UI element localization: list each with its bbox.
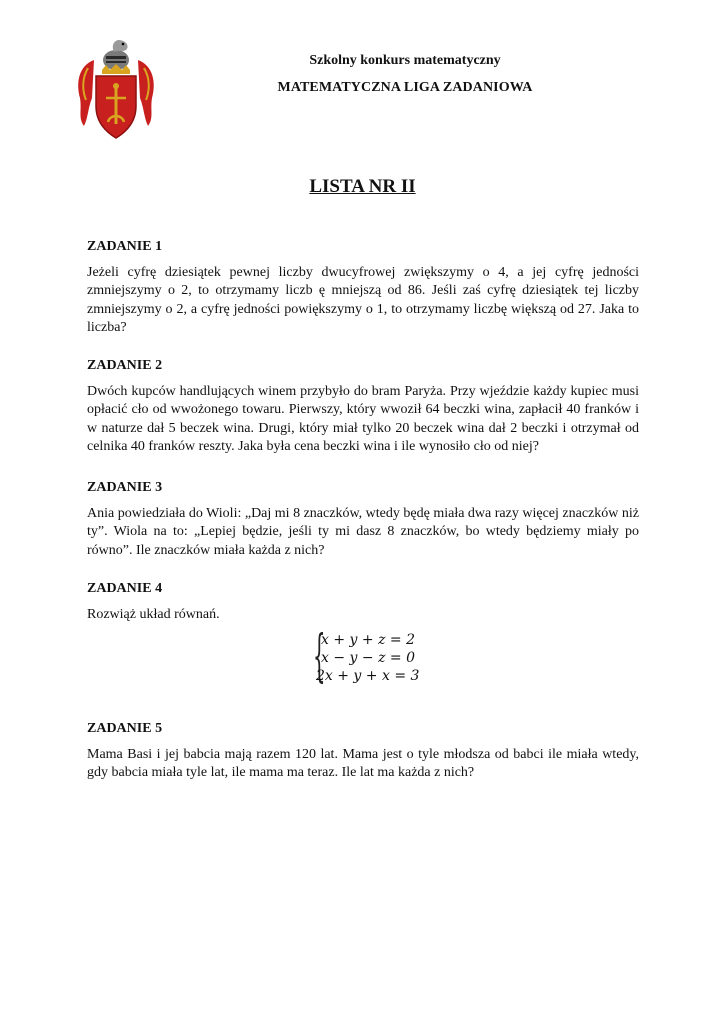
equation: 2x + y + x = 3 <box>316 668 420 684</box>
task-text: Jeżeli cyfrę dziesiątek pewnej liczby dwucyfrowej zwiększymy o 4, a jej cyfrę jedności zmniejszymy o 2, to otrzymamy liczb ę mniejszą od 86. Jeśli zaś cyfrę dziesiątek tej liczby zmniejszymy o 2, a cyfrę jedności powiększymy o 1, to otrzymamy liczbę większą od 27. Jaka to liczba? <box>87 265 639 335</box>
task-1 <box>87 238 639 337</box>
task-title: ZADANIE 3 <box>87 480 163 495</box>
task-5 <box>87 720 639 783</box>
left-brace-icon: { <box>313 624 326 689</box>
task-title: ZADANIE 1 <box>87 239 163 254</box>
task-title: ZADANIE 4 <box>87 581 163 596</box>
league-name: MATEMATYCZNA LIGA ZADANIOWA <box>277 80 533 95</box>
equation: x − y − z = 0 <box>321 650 415 666</box>
document-header <box>230 52 580 96</box>
school-coat-of-arms-icon <box>74 38 158 142</box>
task-text: Dwóch kupców handlujących winem przybyło do bram Paryża. Przy wjeździe każdy kupiec musi opłacić cło od wwożonego towaru. Pierwszy, który wwoził 64 beczki wina, zapłacił 40 franków i w naturze dał 5 beczek wina. Drugi, który miał tylko 20 beczek wina dał 2 beczki i otrzymał od celnika 40 franków reszty. Jaka była cena beczki wina i ile wynosiło cło od niej? <box>87 384 639 454</box>
task-text: Rozwiąż układ równań. <box>87 607 220 622</box>
list-title: LISTA NR II <box>309 176 416 197</box>
task-4 <box>87 580 639 624</box>
task-3 <box>87 479 639 560</box>
task-2 <box>87 357 639 456</box>
task-title: ZADANIE 2 <box>87 358 163 373</box>
school-name: Szkolny konkurs matematyczny <box>309 53 501 68</box>
task-title: ZADANIE 5 <box>87 721 163 736</box>
task-text: Mama Basi i jej babcia mają razem 120 lat. Mama jest o tyle młodsza od babci ile miała wtedy, gdy babcia miała tyle lat, ile mama ma teraz. Ile lat ma każda z nich? <box>87 747 639 781</box>
equation: x + y + z = 2 <box>321 632 415 648</box>
task-text: Ania powiedziała do Wioli: „Daj mi 8 znaczków, wtedy będę miała dwa razy więcej znaczków niż ty”. Wiola na to: „Lepiej będzie, jeśli ty mi dasz 8 znaczków, bo wtedy będziemy miały po równo”. Ile znaczków miała każda z nich? <box>87 506 639 558</box>
